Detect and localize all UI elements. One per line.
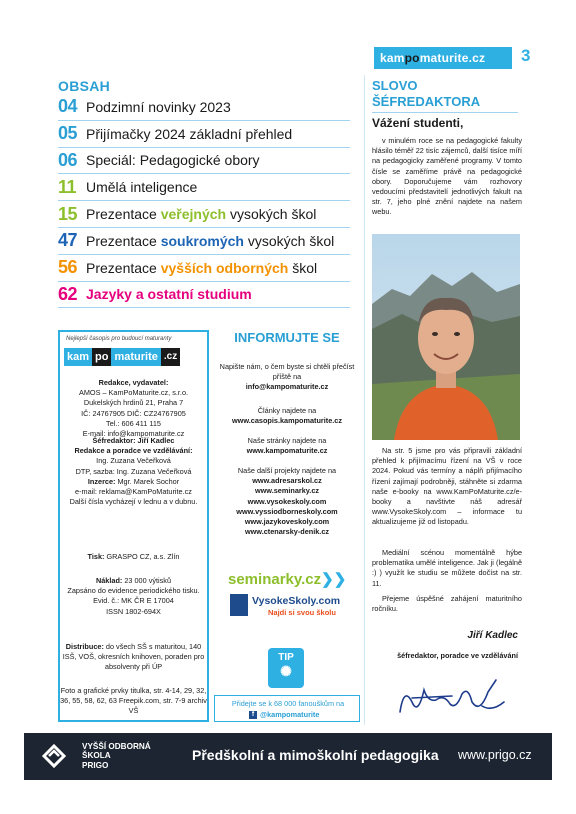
print-block: Tisk: GRASPO CZ, a.s. Zlín	[87, 552, 180, 561]
footer-ad-banner[interactable]	[24, 733, 552, 780]
masthead-logo: kam po maturite .cz	[64, 345, 180, 369]
facebook-handle[interactable]: @kampomaturite	[260, 710, 320, 719]
project-link[interactable]: www.jazykoveskoly.com	[244, 517, 330, 527]
editorial-paragraph-4: Přejeme úspěšné zahájení maturitního ročníku.	[372, 594, 522, 614]
vysokeskoly-logo[interactable]: VysokeSkoly.com Najdi si svou školu	[230, 594, 350, 622]
seminarky-logo[interactable]: seminarky.cz❯❯	[228, 571, 347, 588]
toc-item-label: Prezentace veřejných vysokých škol	[86, 206, 317, 223]
project-link[interactable]: www.vyssiodborneskoly.com	[236, 506, 338, 516]
footer-title: Předškolní a mimoškolní pedagogika	[192, 747, 439, 763]
toc-page-number: 47	[58, 230, 78, 251]
pages-block: Naše stránky najdete na www.kampomaturite.cz	[246, 436, 328, 456]
toc-page-number: 11	[58, 176, 77, 197]
project-link[interactable]: www.ctenarsky-denik.cz	[244, 527, 330, 537]
header-brand[interactable]: kampomaturite.cz	[380, 51, 486, 65]
distribution-block: Distribuce: do všech SŠ s maturitou, 140 ISŠ, VOŠ, okresních knihoven, poraden pro absolventy při ÚP	[62, 642, 205, 672]
toc-item-label: Podzimní novinky 2023	[86, 98, 231, 115]
write-us-email[interactable]: info@kampomaturite.cz	[245, 382, 329, 392]
toc-item-label: Prezentace vyšších odborných škol	[86, 259, 318, 276]
masthead-tagline: Nejlepší časopis pro budoucí maturanty	[66, 336, 172, 342]
toc-item[interactable]	[58, 174, 350, 201]
facebook-fans-box[interactable]	[214, 695, 360, 722]
editorial-greeting: Vážení studenti,	[372, 116, 464, 130]
staff-block: Šéfredaktor: Jiří Kadlec Redakce a poradce ve vzdělávání: Ing. Zuzana Večeřková DTP, sazba: Ing. Zuzana Večeřková Inzerce: Mgr. Marek Sochor e-mail: reklama@KamPoMaturite.cz Další čísla vycházejí v lednu a v dubnu.	[69, 436, 198, 507]
project-link[interactable]: www.adresarskol.cz	[252, 476, 322, 486]
toc-item-label: Speciál: Pedagogické obory	[86, 152, 260, 169]
toc-item-label: Přijímačky 2024 základní přehled	[86, 125, 293, 142]
editorial-paragraph-1: v minulém roce se na pedagogické fakulty hlásilo téměř 22 tisíc zájemců, další tisíce míří na pedagogicky zaměřené programy. V tomto čísle se zaměříme právě na pedagogické obory. Doporučujeme vám rozhovory vedoucími představitelí jednotlivých fakult na str. 7, jeho plné znění najdete na našem webu.	[372, 136, 522, 217]
toc-page-number: 04	[58, 96, 78, 117]
table-of-contents	[58, 94, 350, 308]
handwritten-signature	[392, 672, 512, 722]
tip-badge: TIP ✺	[268, 648, 304, 688]
pages-link[interactable]: www.kampomaturite.cz	[246, 446, 328, 456]
vysokeskoly-icon	[230, 594, 248, 616]
editor-role: šéfredaktor, poradce ve vzdělávání	[397, 651, 518, 660]
toc-item-label: Jazyky a ostatní studium	[86, 286, 252, 303]
toc-item[interactable]	[58, 121, 350, 148]
publisher-block: Redakce, vydavatel: AMOS – KamPoMaturite.cz, s.r.o. Dukelských hrdinů 21, Praha 7 IČ: 24767905 DIČ: CZ24767905 Tel.: 606 411 115 E-mail: info@kampomaturite.cz	[78, 378, 189, 439]
toc-page-number: 15	[58, 203, 78, 224]
lightbulb-icon: ✺	[280, 663, 292, 679]
toc-page-number: 06	[58, 149, 78, 170]
projects-block: Naše další projekty najdete na www.adresarskol.cz www.seminarky.cz www.vysokeskoly.com www.vyssiodborneskoly.com www.jazykoveskoly.com www.ctenarsky-denik.cz	[236, 466, 338, 537]
editor-name: Jiří Kadlec	[467, 630, 518, 641]
photo-credits: Foto a grafické prvky titulka, str. 4-14, 29, 32, 36, 55, 58, 62, 63 Freepik.com, str. 7-9 archiv VŠ	[60, 686, 207, 716]
page-number: 3	[521, 46, 531, 65]
column-divider	[364, 75, 365, 725]
articles-block: Články najdete na www.casopis.kampomaturite.cz	[231, 406, 343, 426]
double-chevron-icon: ❯❯	[321, 571, 347, 588]
fans-text: Přidejte se k 68 000 fanouškům na	[231, 699, 345, 708]
articles-link[interactable]: www.casopis.kampomaturite.cz	[231, 416, 343, 426]
project-link[interactable]: www.vysokeskoly.com	[247, 496, 327, 506]
print-run-block: Náklad: 23 000 výtisků Zapsáno do evidence periodického tisku. Evid. č.: MK ČR E 17004 ISSN 1802-694X	[67, 576, 200, 616]
footer-web-link[interactable]: www.prigo.cz	[458, 748, 532, 762]
toc-page-number: 56	[58, 257, 78, 278]
facebook-icon: f	[249, 711, 257, 719]
toc-item[interactable]	[58, 201, 350, 228]
editorial-paragraph-3: Mediální scénou momentálně hýbe problematika umělé inteligence. Jak ji (legálně :) ) využít ke studiu se můžete dočíst na str. 11.	[372, 548, 522, 588]
editor-photo	[372, 234, 520, 440]
toc-page-number: 05	[58, 123, 78, 144]
toc-page-number: 62	[58, 283, 78, 304]
prigo-logo-icon	[40, 742, 68, 770]
prigo-school-name: VYŠŠÍ ODBORNÁ ŠKOLA PRIGO	[82, 742, 151, 770]
inform-title: INFORMUJTE SE	[234, 330, 340, 345]
editorial-paragraph-2: Na str. 5 jsme pro vás připravili základní přehled k přijímacímu řízení na VŠ v roce 2024. Pokud vás termíny a náplň přijímacího řízení zajímají podrobněji, stáhněte si zdarma naše e-booky na www.KamPoMaturite.cz/e-booky a navštivte náš adresář www.VysokeSkoly.com – informace tu aktualizujeme již od listopadu.	[372, 446, 522, 527]
toc-title: OBSAH	[58, 78, 111, 94]
toc-item[interactable]	[58, 228, 350, 255]
project-link[interactable]: www.seminarky.cz	[254, 486, 320, 496]
editorial-title-rule	[372, 112, 518, 113]
toc-item-label: Prezentace soukromých vysokých škol	[86, 232, 335, 249]
toc-item[interactable]	[58, 94, 350, 121]
write-us-block: Napište nám, o čem byste si chtěli přečíst příště na info@kampomaturite.cz	[219, 362, 355, 392]
toc-item[interactable]	[58, 148, 350, 175]
editorial-title: SLOVO ŠÉFREDAKTORA	[372, 78, 481, 109]
toc-item[interactable]	[58, 282, 350, 309]
toc-item[interactable]	[58, 255, 350, 282]
toc-item-label: Umělá inteligence	[86, 179, 198, 196]
